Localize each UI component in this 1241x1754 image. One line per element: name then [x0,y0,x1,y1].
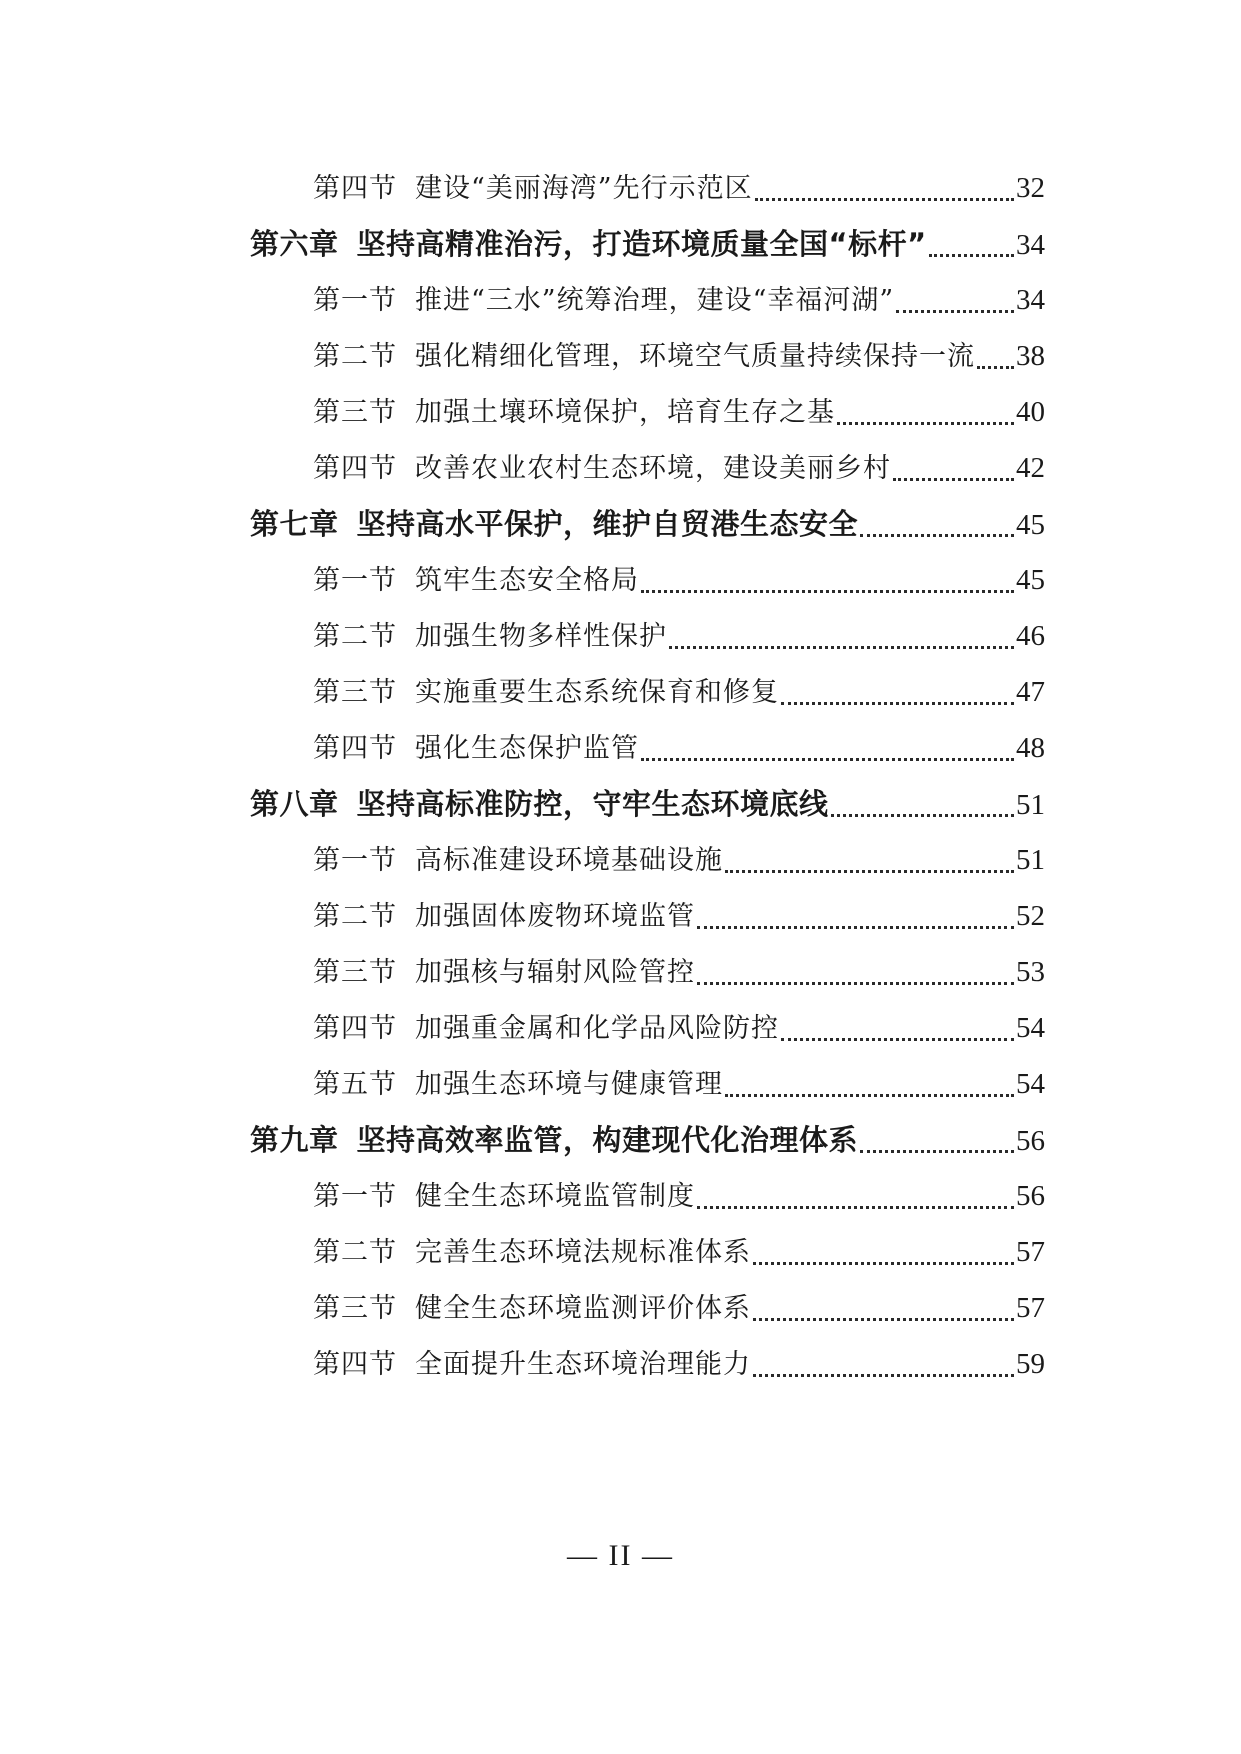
toc-entry-page: 34 [1016,229,1045,261]
toc-entry[interactable] [313,1062,1045,1106]
toc-entry-page: 46 [1016,620,1045,652]
dot-leader [893,478,1014,481]
toc-chapter-title: 坚持高水平保护，维护自贸港生态安全 [356,507,859,541]
toc-entry-title: 高标准建设环境基础设施 [415,845,723,876]
toc-entry[interactable] [313,1174,1045,1218]
toc-entry-page: 45 [1016,509,1045,541]
toc-entry-page: 42 [1016,452,1045,484]
dot-leader [641,590,1014,593]
dot-leader [831,814,1014,817]
toc-entry-title: 健全生态环境监测评价体系 [415,1293,751,1324]
toc-entry-page: 57 [1016,1236,1045,1268]
toc-entry[interactable] [313,614,1045,658]
dot-leader [781,702,1014,705]
toc-entry[interactable] [313,390,1045,434]
toc-entry[interactable] [313,838,1045,882]
toc-entry[interactable] [313,334,1045,378]
toc-entry-page: 32 [1016,172,1045,204]
toc-entry-title: 加强土壤环境保护，培育生存之基 [415,397,835,428]
dot-leader [896,310,1014,313]
toc-entry-page: 54 [1016,1012,1045,1044]
toc-entry-title: 筑牢生态安全格局 [415,565,639,596]
dot-leader [753,1318,1014,1321]
toc-chapter-title: 坚持高效率监管，构建现代化治理体系 [356,1123,859,1157]
toc-entry-number: 第三节 [313,957,397,988]
toc-entry[interactable] [313,726,1045,770]
toc-entry-page: 40 [1016,396,1045,428]
toc-entry-title: 强化精细化管理，环境空气质量持续保持一流 [415,341,975,372]
toc-entry-page: 38 [1016,340,1045,372]
toc-entry-number: 第四节 [313,173,397,204]
toc-entry-title: 建设“美丽海湾”先行示范区 [415,173,753,204]
dot-leader [977,366,1014,369]
dot-leader [697,926,1014,929]
toc-entry-number: 第三节 [313,397,397,428]
toc-entry-page: 47 [1016,676,1045,708]
dot-leader [929,254,1014,257]
toc-entry-title: 加强生态环境与健康管理 [415,1069,723,1100]
toc-entry-title: 加强重金属和化学品风险防控 [415,1013,779,1044]
toc-entry-title: 实施重要生态系统保育和修复 [415,677,779,708]
toc-entry-title: 加强固体废物环境监管 [415,901,695,932]
toc-entry[interactable] [313,558,1045,602]
dot-leader [860,1150,1014,1153]
toc-chapter[interactable] [250,1118,1045,1162]
toc-entry-number: 第一节 [313,845,397,876]
toc-entry-page: 56 [1016,1125,1045,1157]
toc-chapter[interactable] [250,502,1045,546]
toc-entry-title: 强化生态保护监管 [415,733,639,764]
dot-leader [860,534,1014,537]
toc-entry[interactable] [313,950,1045,994]
toc-entry-number: 第二节 [313,621,397,652]
toc-entry-number: 第二节 [313,901,397,932]
toc-entry-page: 57 [1016,1292,1045,1324]
toc-entry-title: 完善生态环境法规标准体系 [415,1237,751,1268]
toc-chapter-number: 第七章 [250,507,339,541]
toc-chapter-number: 第八章 [250,787,339,821]
toc-entry-number: 第二节 [313,1237,397,1268]
toc-entry-title: 改善农业农村生态环境，建设美丽乡村 [415,453,891,484]
toc-entry-page: 52 [1016,900,1045,932]
dot-leader [837,422,1014,425]
toc-entry-title: 健全生态环境监管制度 [415,1181,695,1212]
toc-entry[interactable] [313,1006,1045,1050]
toc-entry[interactable] [313,670,1045,714]
toc-entry[interactable] [313,1230,1045,1274]
dot-leader [753,1262,1014,1265]
toc-chapter[interactable] [250,782,1045,826]
toc-entry-number: 第四节 [313,1013,397,1044]
dot-leader [697,982,1014,985]
toc-entry-page: 48 [1016,732,1045,764]
toc-entry[interactable] [313,446,1045,490]
toc-entry-page: 56 [1016,1180,1045,1212]
toc-entry-page: 51 [1016,789,1045,821]
dot-leader [641,758,1014,761]
toc-chapter-number: 第六章 [250,227,339,261]
toc-entry-page: 54 [1016,1068,1045,1100]
toc-entry-page: 34 [1016,284,1045,316]
toc-entry-number: 第三节 [313,677,397,708]
toc-entry-title: 加强核与辐射风险管控 [415,957,695,988]
toc-entry[interactable] [313,894,1045,938]
dot-leader [753,1374,1014,1377]
toc-entry[interactable] [313,1342,1045,1386]
toc-entry-page: 45 [1016,564,1045,596]
toc-entry-number: 第一节 [313,1181,397,1212]
toc-entry-page: 53 [1016,956,1045,988]
toc-entry-number: 第五节 [313,1069,397,1100]
dot-leader [725,870,1014,873]
dot-leader [781,1038,1014,1041]
toc-entry[interactable] [313,278,1045,322]
dot-leader [755,198,1014,201]
dot-leader [725,1094,1014,1097]
page-number-footer: — II — [567,1539,674,1572]
toc-entry-number: 第一节 [313,285,397,316]
toc-chapter-title: 坚持高标准防控，守牢生态环境底线 [356,787,829,821]
toc-entry-number: 第二节 [313,341,397,372]
toc-entry-title: 推进“三水”统筹治理，建设“幸福河湖” [415,285,895,316]
toc-entry-title: 全面提升生态环境治理能力 [415,1349,751,1380]
toc-entry-number: 第四节 [313,453,397,484]
toc-chapter-title: 坚持高精准治污，打造环境质量全国“标杆” [356,227,927,261]
toc-chapter[interactable] [250,222,1045,266]
toc-entry-number: 第四节 [313,733,397,764]
toc-entry-page: 51 [1016,844,1045,876]
toc-entry-number: 第四节 [313,1349,397,1380]
toc-entry-page: 59 [1016,1348,1045,1380]
toc-chapter-number: 第九章 [250,1123,339,1157]
dot-leader [697,1206,1014,1209]
toc-entry[interactable] [313,166,1045,210]
toc-entry[interactable] [313,1286,1045,1330]
toc-entry-number: 第一节 [313,565,397,596]
dot-leader [669,646,1014,649]
toc-entry-title: 加强生物多样性保护 [415,621,667,652]
toc-entry-number: 第三节 [313,1293,397,1324]
